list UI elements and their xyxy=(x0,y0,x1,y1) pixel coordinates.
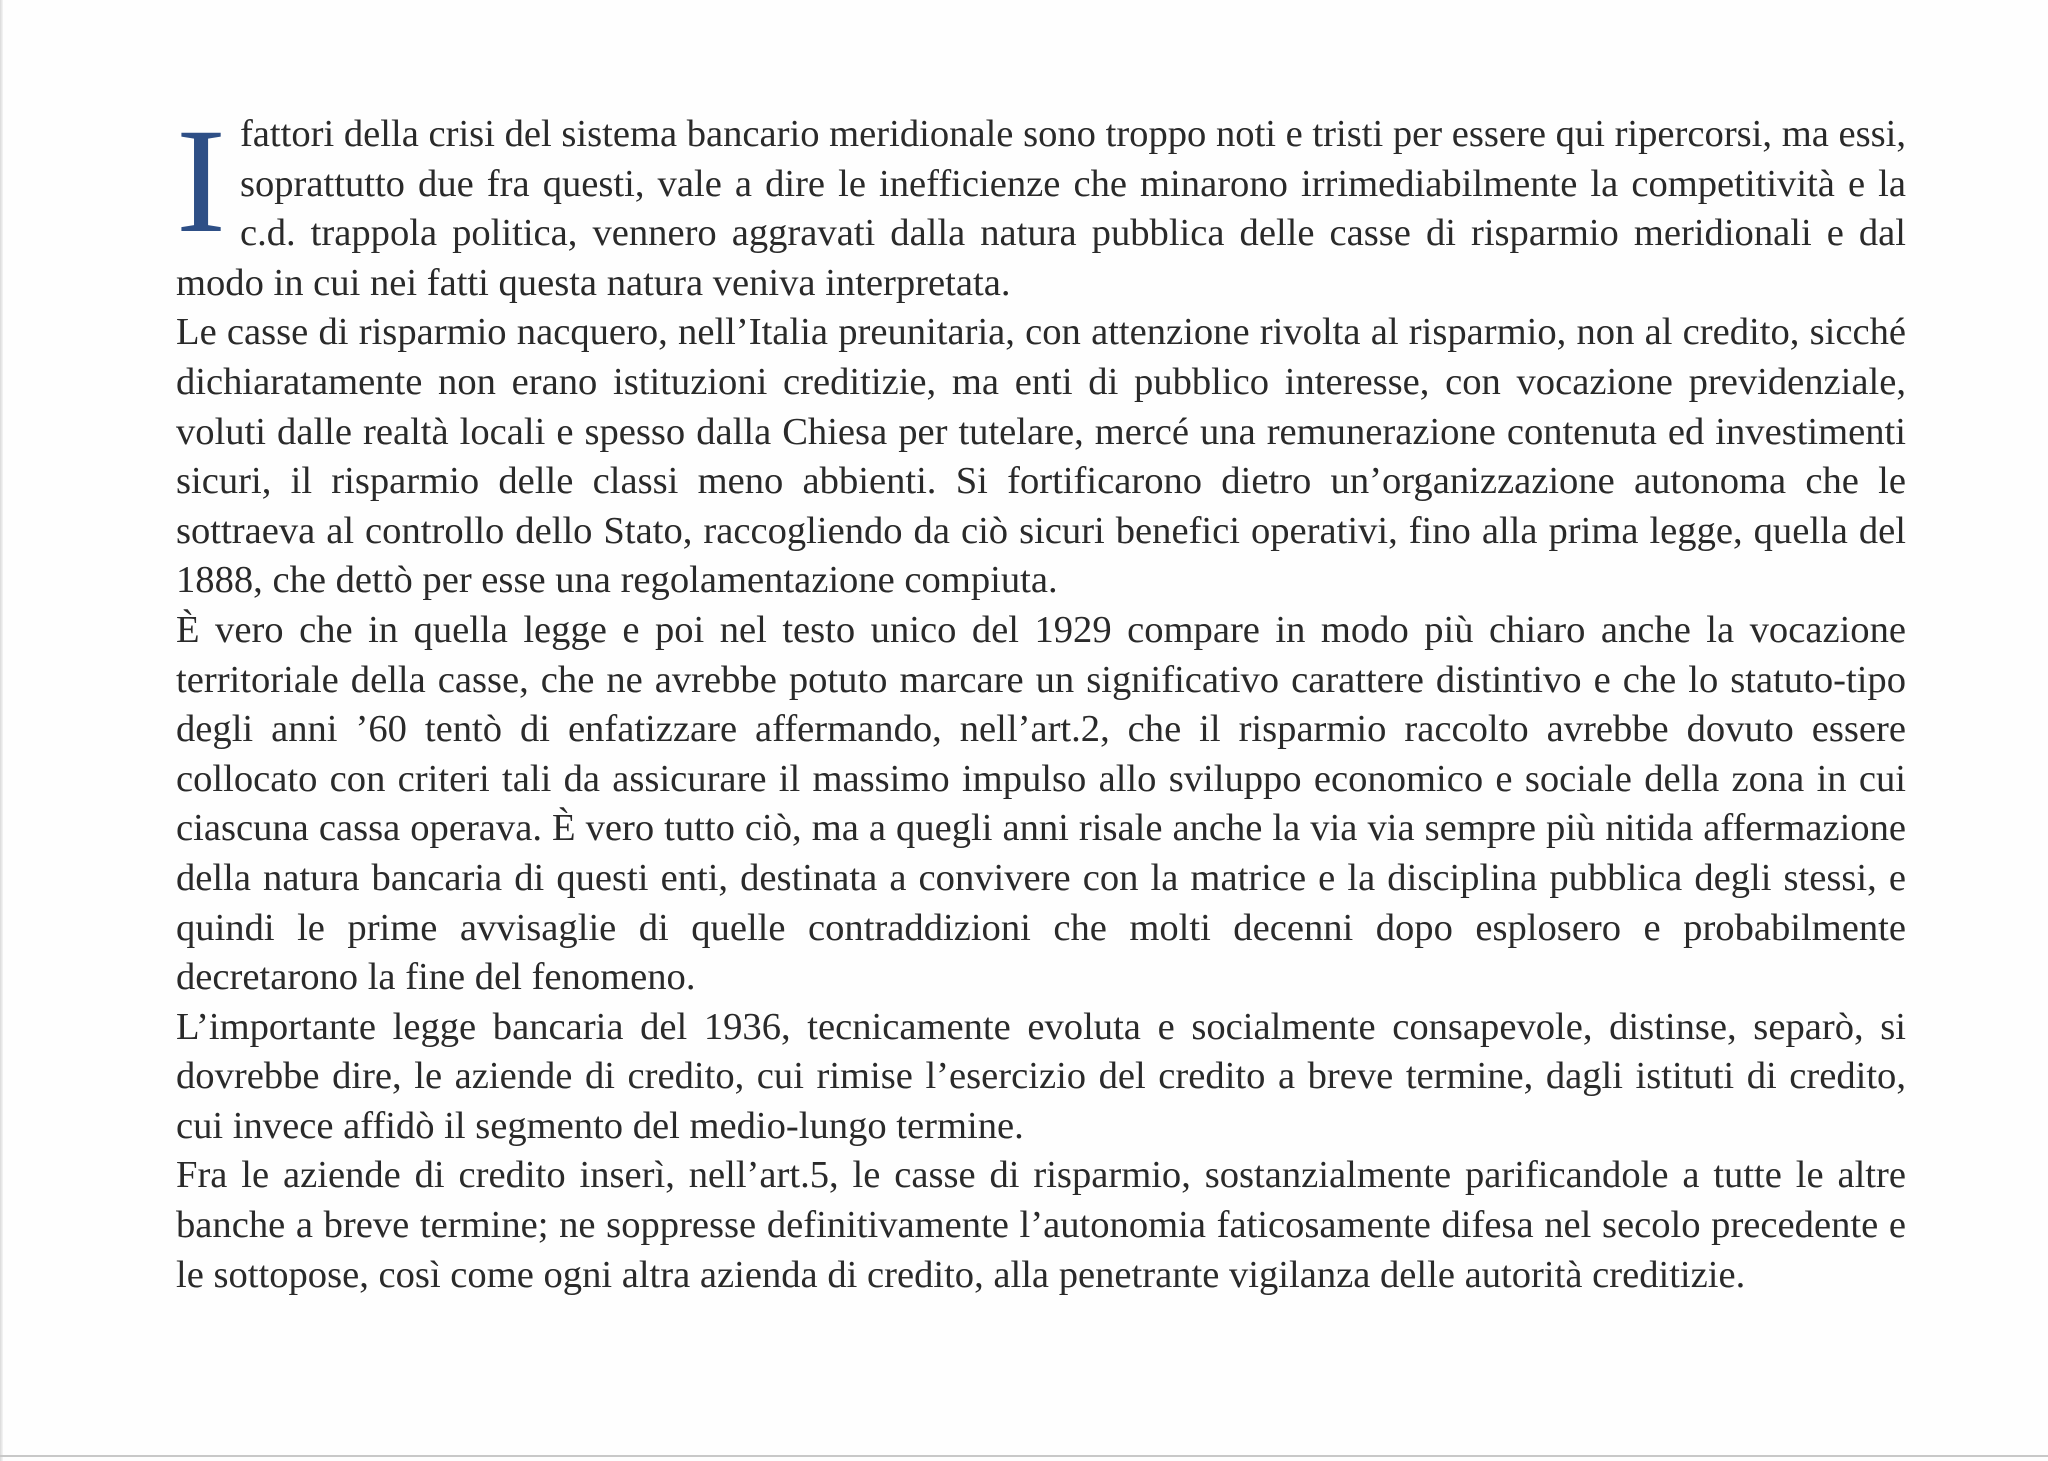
paragraph-5: Fra le aziende di credito inserì, nell’art.5, le casse di risparmio, sostanzialmente parificandole a tutte le altre banche a breve termine; ne soppresse definitivamente l’autonomia faticosamente difesa nel secolo precedente e le sottopose, così come ogni altra azienda di credito, alla penetrante vigilanza delle autorità creditizie. xyxy=(176,1154,1906,1296)
paragraph-1 xyxy=(176,98,1906,308)
page-bottom-edge xyxy=(0,1455,2048,1457)
paragraph-2: Le casse di risparmio nacquero, nell’Italia preunitaria, con attenzione rivolta al risparmio, non al credito, sicché dichiaratamente non erano istituzioni creditizie, ma enti di pubblico interesse, con vocazione previdenziale, voluti dalle realtà locali e spesso dalla Chiesa per tutelare, mercé una remunerazione contenuta ed investimenti sicuri, il risparmio delle classi meno abbienti. Si fortificarono dietro un’organizzazione autonoma che le sottraeva al controllo dello Stato, raccogliendo da ciò sicuri benefici operativi, fino alla prima legge, quella del 1888, che dettò per esse una regolamentazione compiuta. xyxy=(176,311,1906,602)
paragraph-3: È vero che in quella legge e poi nel testo unico del 1929 compare in modo più chiaro anche la vocazione territoriale della casse, che ne avrebbe potuto marcare un significativo carattere distintivo e che lo statuto-tipo degli anni ’60 tentò di enfatizzare affermando, nell’art.2, che il risparmio raccolto avrebbe dovuto essere collocato con criteri tali da assicurare il massimo impulso allo sviluppo economico e sociale della zona in cui ciascuna cassa operava. È vero tutto ciò, ma a quegli anni risale anche la via via sempre più nitida affermazione della natura bancaria di questi enti, destinata a convivere con la matrice e la disciplina pubblica degli stessi, e quindi le prime avvisaglie di quelle contraddizioni che molti decenni dopo esplosero e probabilmente decretarono la fine del fenomeno. xyxy=(176,608,1906,999)
page-left-edge xyxy=(0,0,3,1461)
body-text xyxy=(176,98,1906,1300)
drop-cap: I xyxy=(176,98,226,264)
paragraph-4: L’importante legge bancaria del 1936, tecnicamente evoluta e socialmente consapevole, distinse, separò, si dovrebbe dire, le aziende di credito, cui rimise l’esercizio del credito a breve termine, dagli istituti di credito, cui invece affidò il segmento del medio-lungo termine. xyxy=(176,1005,1906,1147)
paragraph-1-text: fattori della crisi del sistema bancario meridionale sono troppo noti e tristi per essere qui ripercorsi, ma essi, soprattutto due fra questi, vale a dire le inefficienze che minarono irrimediabilmente la competitività e la c.d. trappola politica, vennero aggravati dalla natura pubblica delle casse di risparmio meridionali e dal modo in cui nei fatti questa natura veniva interpretata. xyxy=(176,113,1906,304)
